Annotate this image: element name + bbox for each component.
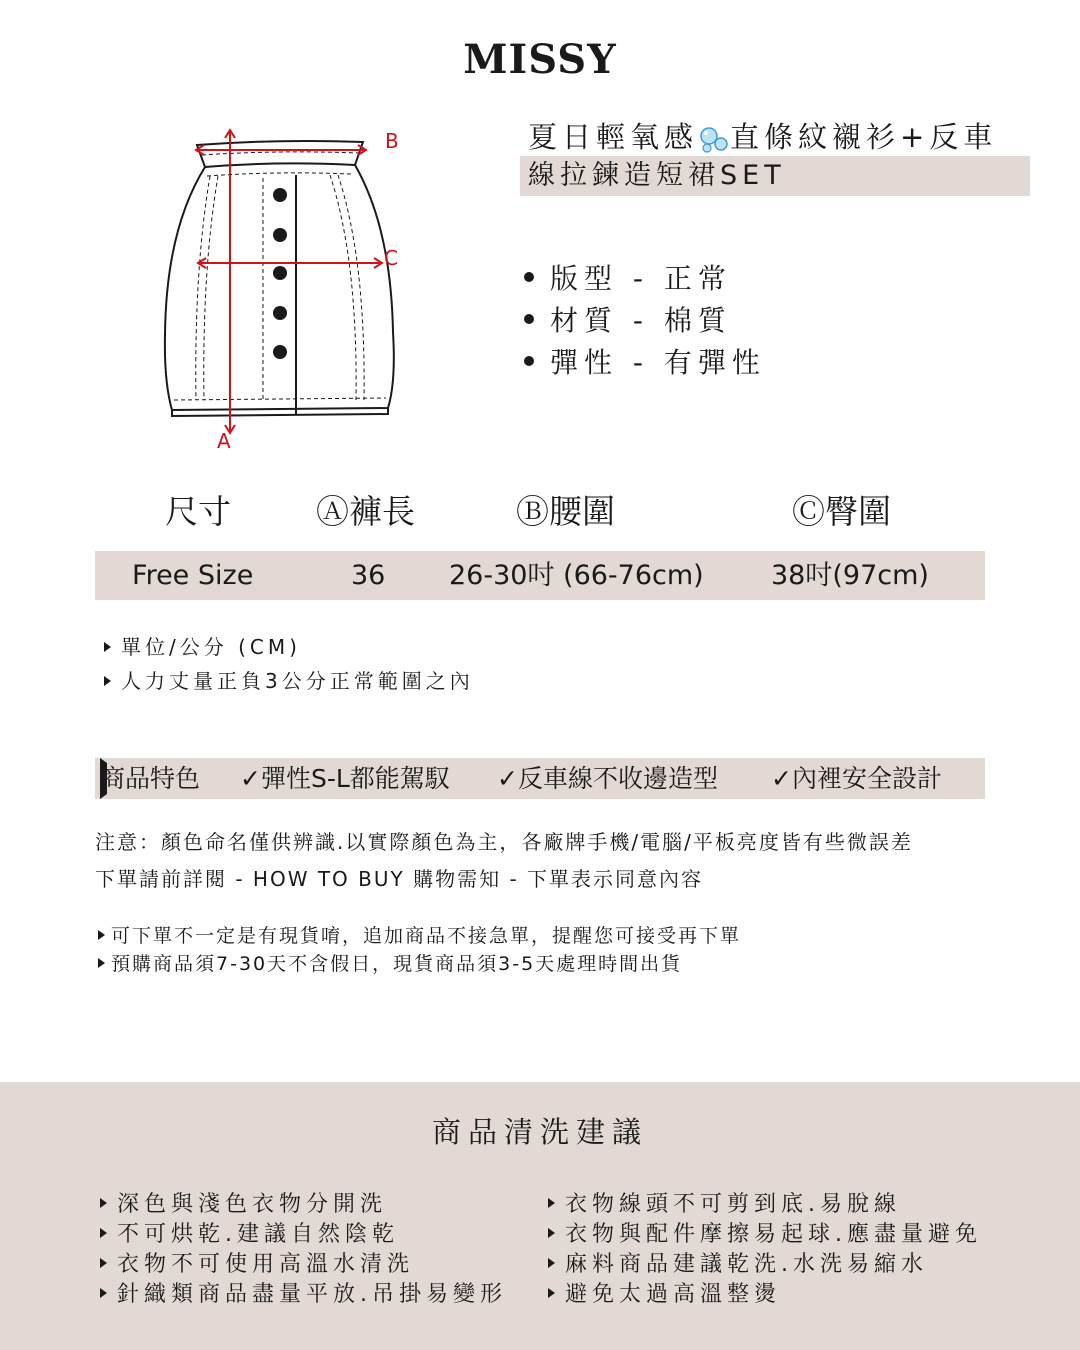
features-bar: 商品特色 ✓彈性S-L都能駕馭 ✓反車線不收邊造型 ✓內裡安全設計 xyxy=(95,758,985,799)
wash-list-left xyxy=(100,1190,507,1310)
size-cell-hip: 38吋(97cm) xyxy=(771,560,929,591)
size-header-length: Ⓐ褲長 xyxy=(316,492,415,531)
list-item: 衣物線頭不可剪到底.易脫線 xyxy=(548,1190,982,1220)
caution-notice xyxy=(95,824,913,898)
unit-notes xyxy=(104,630,474,698)
wash-list-right xyxy=(548,1190,982,1310)
list-item: 針織類商品盡量平放.吊掛易變形 xyxy=(100,1280,507,1310)
triangle-bullet-icon xyxy=(100,1258,107,1268)
product-properties xyxy=(524,258,766,384)
list-item: 避免太過高溫整燙 xyxy=(548,1280,982,1310)
size-cell-size: Free Size xyxy=(132,560,254,591)
size-cell-waist: 26-30吋 (66-76cm) xyxy=(449,560,704,591)
triangle-bullet-icon xyxy=(98,930,105,940)
list-item: 預購商品須7-30天不含假日，現貨商品須3-5天處理時間出貨 xyxy=(98,950,741,978)
size-header-waist: Ⓑ腰圍 xyxy=(516,492,615,531)
caution-line: 下單請前詳閱 - HOW TO BUY 購物需知 - 下單表示同意內容 xyxy=(95,867,704,891)
measure-label-c: C xyxy=(384,246,398,270)
skirt-waistband xyxy=(197,141,363,167)
list-item: 人力丈量正負3公分正常範圍之內 xyxy=(104,664,474,698)
bullet-icon xyxy=(524,356,534,366)
brand-logo: MISSY xyxy=(463,36,617,83)
product-title xyxy=(520,118,1030,196)
feature-item: ✓彈性S-L都能駕馭 xyxy=(240,764,450,793)
bullet-icon xyxy=(524,314,534,324)
triangle-bullet-icon xyxy=(548,1288,555,1298)
property-item: 版型 - 正常 xyxy=(524,258,766,300)
size-cell-length: 36 xyxy=(351,560,386,591)
list-item: 可下單不一定是有現貨唷，追加商品不接急單，提醒您可接受再下單 xyxy=(98,922,741,950)
skirt-diagram xyxy=(150,120,420,460)
list-item: 衣物與配件摩擦易起球.應盡量避免 xyxy=(548,1220,982,1250)
property-item: 彈性 - 有彈性 xyxy=(524,342,766,384)
triangle-bullet-icon xyxy=(100,1198,107,1208)
product-title-line2: 線拉鍊造短裙SET xyxy=(520,156,1030,196)
product-title-line1: 夏日輕氧感 直條紋襯衫+反車 xyxy=(528,120,998,154)
triangle-bullet-icon xyxy=(548,1198,555,1208)
triangle-bullet-icon xyxy=(98,958,105,968)
list-item: 衣物不可使用高溫水清洗 xyxy=(100,1250,507,1280)
list-item: 不可烘乾.建議自然陰乾 xyxy=(100,1220,507,1250)
size-header-size: 尺寸 xyxy=(165,492,231,531)
feature-item: ✓反車線不收邊造型 xyxy=(497,764,718,793)
triangle-bullet-icon xyxy=(100,1288,107,1298)
list-item: 單位/公分 (CM) xyxy=(104,630,474,664)
triangle-bullet-icon xyxy=(104,676,111,686)
triangle-bullet-icon xyxy=(100,1228,107,1238)
size-table-row xyxy=(95,551,985,600)
size-header-hip: Ⓒ臀圍 xyxy=(792,492,891,531)
bullet-icon xyxy=(524,272,534,282)
bubbles-icon xyxy=(698,124,730,154)
property-item: 材質 - 棉質 xyxy=(524,300,766,342)
skirt-buttons xyxy=(273,188,287,359)
list-item: 深色與淺色衣物分開洗 xyxy=(100,1190,507,1220)
list-item: 麻料商品建議乾洗.水洗易縮水 xyxy=(548,1250,982,1280)
caution-line: 注意：顏色命名僅供辨識.以實際顏色為主，各廠牌手機/電腦/平板亮度皆有些微誤差 xyxy=(95,830,913,854)
measure-label-a: A xyxy=(217,429,231,453)
triangle-bullet-icon xyxy=(104,642,111,652)
triangle-bullet-icon xyxy=(548,1228,555,1238)
triangle-bullet-icon xyxy=(548,1258,555,1268)
feature-item: ✓內裡安全設計 xyxy=(771,764,942,793)
measure-label-b: B xyxy=(385,129,399,153)
wash-title: 商品清洗建議 xyxy=(431,1115,648,1149)
order-notes xyxy=(98,922,741,978)
